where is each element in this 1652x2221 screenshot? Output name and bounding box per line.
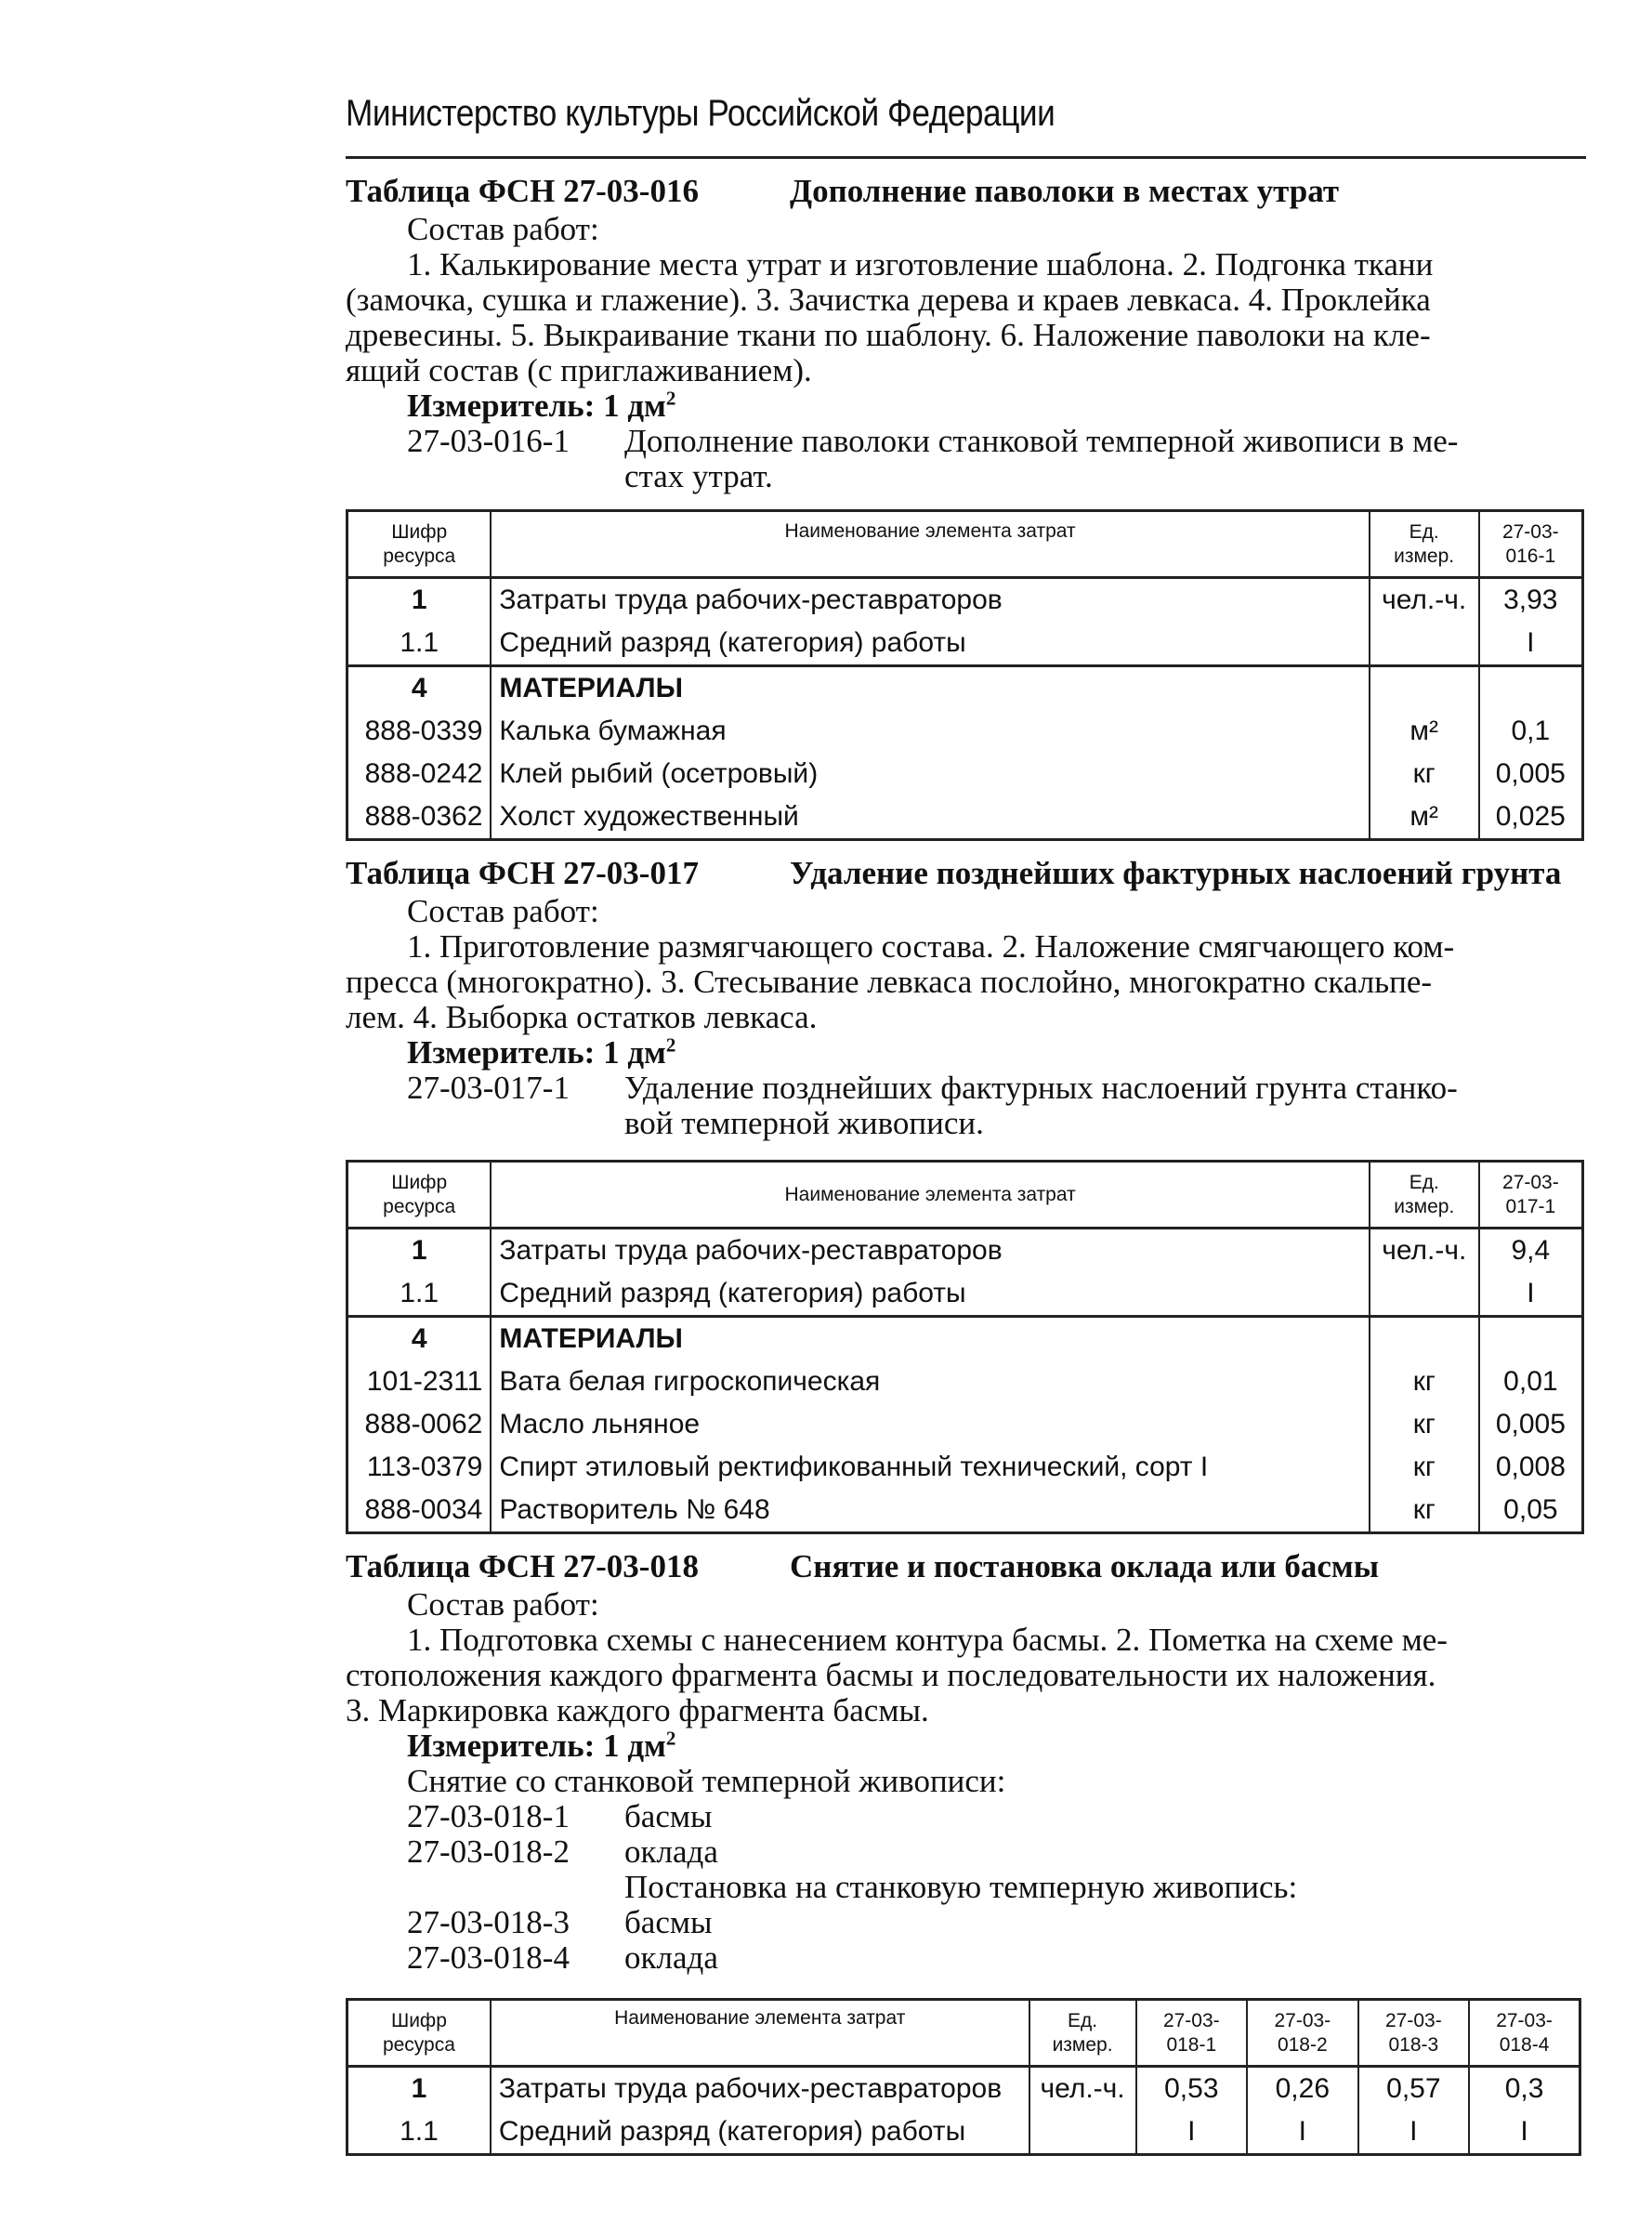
cell-value: 0,3: [1469, 2067, 1580, 2111]
table-row: [347, 2067, 1580, 2111]
table-row: [347, 753, 1583, 795]
table-016-section: [346, 173, 1581, 494]
table-016-desc-1: Дополнение паволоки станковой темперной живописи в ме-: [624, 423, 1459, 459]
cell-name: Средний разряд (категория) работы: [491, 622, 1369, 666]
table-018-text-line-1: 1. Подготовка схемы с нанесением контура басмы. 2. Пометка на схеме ме-: [407, 1622, 1448, 1658]
cell-unit: кг: [1370, 1360, 1479, 1403]
table-016-code: 27-03-016-1: [407, 423, 570, 459]
col-header-name: Наименование элемента затрат: [491, 511, 1369, 578]
item-code: 27-03-018-3: [407, 1904, 570, 1940]
table-row: [347, 666, 1583, 711]
table-017-text-line-2: пресса (многократно). 3. Стесывание левкаса послойно, многократно скальпе-: [346, 964, 1433, 1000]
table-016-text-line-4: ящий состав (с приглаживанием).: [346, 352, 812, 388]
table-018: [346, 1998, 1581, 2156]
cell-code: 101-2311: [347, 1360, 492, 1403]
table-018-section: [346, 1548, 1581, 1976]
table-018-item-1: [346, 1799, 1581, 1834]
cell-code: 888-0362: [347, 795, 492, 840]
cell-value: 0,01: [1479, 1360, 1583, 1403]
table-016-number: Таблица ФСН 27-03-016: [346, 173, 699, 209]
cell-value: I: [1136, 2110, 1248, 2155]
item-code: 27-03-018-4: [407, 1939, 570, 1976]
cell-code: 1: [347, 1229, 492, 1273]
cell-value: 0,025: [1479, 795, 1583, 840]
cell-code: 113-0379: [347, 1446, 492, 1489]
table-row: [347, 1229, 1583, 1273]
table-016-desc-2: стах утрат.: [624, 458, 773, 494]
table-017-number: Таблица ФСН 27-03-017: [346, 855, 699, 891]
cell-unit: чел.-ч.: [1370, 1229, 1479, 1273]
col-header-shifr: Шифр ресурса: [347, 511, 492, 578]
col-header-shifr: Шифр ресурса: [347, 1162, 492, 1229]
table-row: [347, 1403, 1583, 1446]
table-018-removal-title: Снятие со станковой темперной живописи:: [407, 1763, 1006, 1799]
table-016-text-line-1: 1. Калькирование места утрат и изготовление шаблона. 2. Подгонка ткани: [407, 246, 1434, 283]
cell-name: Затраты труда рабочих-реставраторов: [491, 1229, 1370, 1273]
table-018-text-line-2: стоположения каждого фрагмента басмы и последовательности их наложения.: [346, 1657, 1436, 1693]
table-018-item-4: [346, 1940, 1581, 1976]
table-017-title: Удаление позднейших фактурных наслоений грунта: [790, 855, 1562, 891]
col-header-name: Наименование элемента затрат: [491, 2000, 1029, 2067]
table-row: [347, 710, 1583, 753]
item-desc: оклада: [624, 1833, 718, 1870]
table-017-desc-2: вой темперной живописи.: [624, 1105, 984, 1141]
table-row: [347, 795, 1583, 840]
cell-code: 4: [347, 666, 492, 711]
col-header-code-2: 27-03-018-2: [1247, 2000, 1358, 2067]
cell-unit: м²: [1370, 795, 1479, 840]
header-rule: [346, 156, 1586, 159]
cell-value: 0,53: [1136, 2067, 1248, 2111]
table-017-heading: [346, 855, 1581, 894]
table-018-title: Снятие и постановка оклада или басмы: [790, 1548, 1380, 1584]
table-018-item-3: [346, 1905, 1581, 1940]
col-header-code-1: 27-03-018-1: [1136, 2000, 1248, 2067]
table-row: [347, 1317, 1583, 1361]
cell-value: I: [1479, 622, 1583, 666]
cell-value: I: [1469, 2110, 1580, 2155]
col-header-code-4: 27-03-018-4: [1469, 2000, 1580, 2067]
table-017-text-line-3: лем. 4. Выборка остатков левкаса.: [346, 999, 818, 1035]
item-code: 27-03-018-1: [407, 1798, 570, 1834]
table-row: [347, 1272, 1583, 1317]
table-018-item-2: [346, 1834, 1581, 1870]
item-desc: оклада: [624, 1939, 718, 1976]
cell-unit: [1370, 622, 1479, 666]
table-row: [347, 1360, 1583, 1403]
col-header-shifr: Шифр ресурса: [347, 2000, 491, 2067]
cell-value: [1479, 666, 1583, 711]
cell-value: 0,26: [1247, 2067, 1358, 2111]
cell-name: Масло льняное: [491, 1403, 1370, 1446]
cell-code: 1.1: [347, 622, 492, 666]
cell-name: МАТЕРИАЛЫ: [491, 666, 1369, 711]
table-017-section: [346, 855, 1581, 1141]
cell-name: Средний разряд (категория) работы: [491, 1272, 1370, 1317]
cell-name: Средний разряд (категория) работы: [491, 2110, 1029, 2155]
cell-code: 888-0242: [347, 753, 492, 795]
cell-value: 3,93: [1479, 578, 1583, 623]
col-header-unit: Ед. измер.: [1370, 511, 1479, 578]
table-row: [347, 1446, 1583, 1489]
cell-code: 888-0062: [347, 1403, 492, 1446]
cell-value: 0,05: [1479, 1489, 1583, 1533]
table-017-desc-1: Удаление позднейших фактурных наслоений грунта станко-: [624, 1070, 1458, 1106]
table-row: [347, 622, 1583, 666]
table-016: [346, 509, 1584, 841]
table-018-izmeritel: Измеритель: 1 $дм^2$: [407, 1727, 676, 1764]
cell-name: Калька бумажная: [491, 710, 1369, 753]
cell-value: [1479, 1317, 1583, 1361]
col-header-code: 27-03-016-1: [1479, 511, 1583, 578]
cell-code: 1.1: [347, 1272, 492, 1317]
col-header-code-3: 27-03-018-3: [1358, 2000, 1470, 2067]
table-016-sostav-label: Состав работ:: [407, 211, 599, 247]
cell-value: I: [1479, 1272, 1583, 1317]
table-016-text-line-3: древесины. 5. Выкраивание ткани по шаблону. 6. Наложение паволоки на кле-: [346, 317, 1431, 353]
table-018-text-line-3: 3. Маркировка каждого фрагмента басмы.: [346, 1692, 929, 1728]
col-header-code: 27-03-017-1: [1479, 1162, 1583, 1229]
cell-value: 0,008: [1479, 1446, 1583, 1489]
table-016-izmeritel: Измеритель: 1 $дм^2$: [407, 387, 676, 424]
cell-code: 1: [347, 578, 492, 623]
table-row: [347, 2110, 1580, 2155]
cell-name: Клей рыбий (осетровый): [491, 753, 1369, 795]
table-017: [346, 1160, 1584, 1534]
cell-name: Растворитель № 648: [491, 1489, 1370, 1533]
cell-value: 0,57: [1358, 2067, 1470, 2111]
cell-name: Вата белая гигроскопическая: [491, 1360, 1370, 1403]
table-017-izmeritel: Измеритель: 1 $дм^2$: [407, 1033, 676, 1071]
cell-value: I: [1358, 2110, 1470, 2155]
col-header-unit: Ед. измер.: [1029, 2000, 1136, 2067]
table-017-code-row: [346, 1071, 1581, 1141]
cell-value: 0,1: [1479, 710, 1583, 753]
col-header-name: Наименование элемента затрат: [491, 1162, 1370, 1229]
table-017-sostav-label: Состав работ:: [407, 893, 599, 929]
item-desc: басмы: [624, 1904, 713, 1940]
cell-unit: [1370, 1272, 1479, 1317]
table-row: [347, 578, 1583, 623]
table-016-heading: [346, 173, 1581, 212]
cell-unit: чел.-ч.: [1370, 578, 1479, 623]
cell-code: 888-0034: [347, 1489, 492, 1533]
cell-name: Затраты труда рабочих-реставраторов: [491, 578, 1369, 623]
table-018-number: Таблица ФСН 27-03-018: [346, 1548, 699, 1584]
cell-unit: [1370, 1317, 1479, 1361]
col-header-unit: Ед. измер.: [1370, 1162, 1479, 1229]
cell-unit: [1029, 2110, 1136, 2155]
cell-code: 1.1: [347, 2110, 491, 2155]
table-017-text-line-1: 1. Приготовление размягчающего состава. 2. Наложение смягчающего ком-: [407, 928, 1455, 965]
table-018-install-title: Постановка на станковую темперную живопись:: [624, 1869, 1298, 1905]
item-desc: басмы: [624, 1798, 713, 1834]
cell-value: 0,005: [1479, 753, 1583, 795]
cell-code: 1: [347, 2067, 491, 2111]
table-row: [347, 1489, 1583, 1533]
cell-unit: чел.-ч.: [1029, 2067, 1136, 2111]
cell-unit: кг: [1370, 753, 1479, 795]
table-016-title: Дополнение паволоки в местах утрат: [790, 173, 1340, 209]
table-018-install-title-row: [346, 1870, 1581, 1905]
page-header: Министерство культуры Российской Федерации: [346, 93, 1055, 134]
cell-value: I: [1247, 2110, 1358, 2155]
table-016-text-line-2: (замочка, сушка и глажение). 3. Зачистка дерева и краев левкаса. 4. Проклейка: [346, 282, 1431, 318]
cell-code: 4: [347, 1317, 492, 1361]
cell-name: Затраты труда рабочих-реставраторов: [491, 2067, 1029, 2111]
cell-name: Холст художественный: [491, 795, 1369, 840]
cell-unit: [1370, 666, 1479, 711]
cell-unit: кг: [1370, 1403, 1479, 1446]
table-017-code: 27-03-017-1: [407, 1070, 570, 1106]
table-018-sostav-label: Состав работ:: [407, 1586, 599, 1623]
cell-value: 0,005: [1479, 1403, 1583, 1446]
table-016-code-row: [346, 424, 1581, 494]
cell-value: 9,4: [1479, 1229, 1583, 1273]
cell-unit: кг: [1370, 1489, 1479, 1533]
item-code: 27-03-018-2: [407, 1833, 570, 1870]
cell-code: 888-0339: [347, 710, 492, 753]
cell-name: МАТЕРИАЛЫ: [491, 1317, 1370, 1361]
table-018-heading: [346, 1548, 1581, 1587]
cell-name: Спирт этиловый ректификованный технический, сорт I: [491, 1446, 1370, 1489]
cell-unit: кг: [1370, 1446, 1479, 1489]
cell-unit: м²: [1370, 710, 1479, 753]
